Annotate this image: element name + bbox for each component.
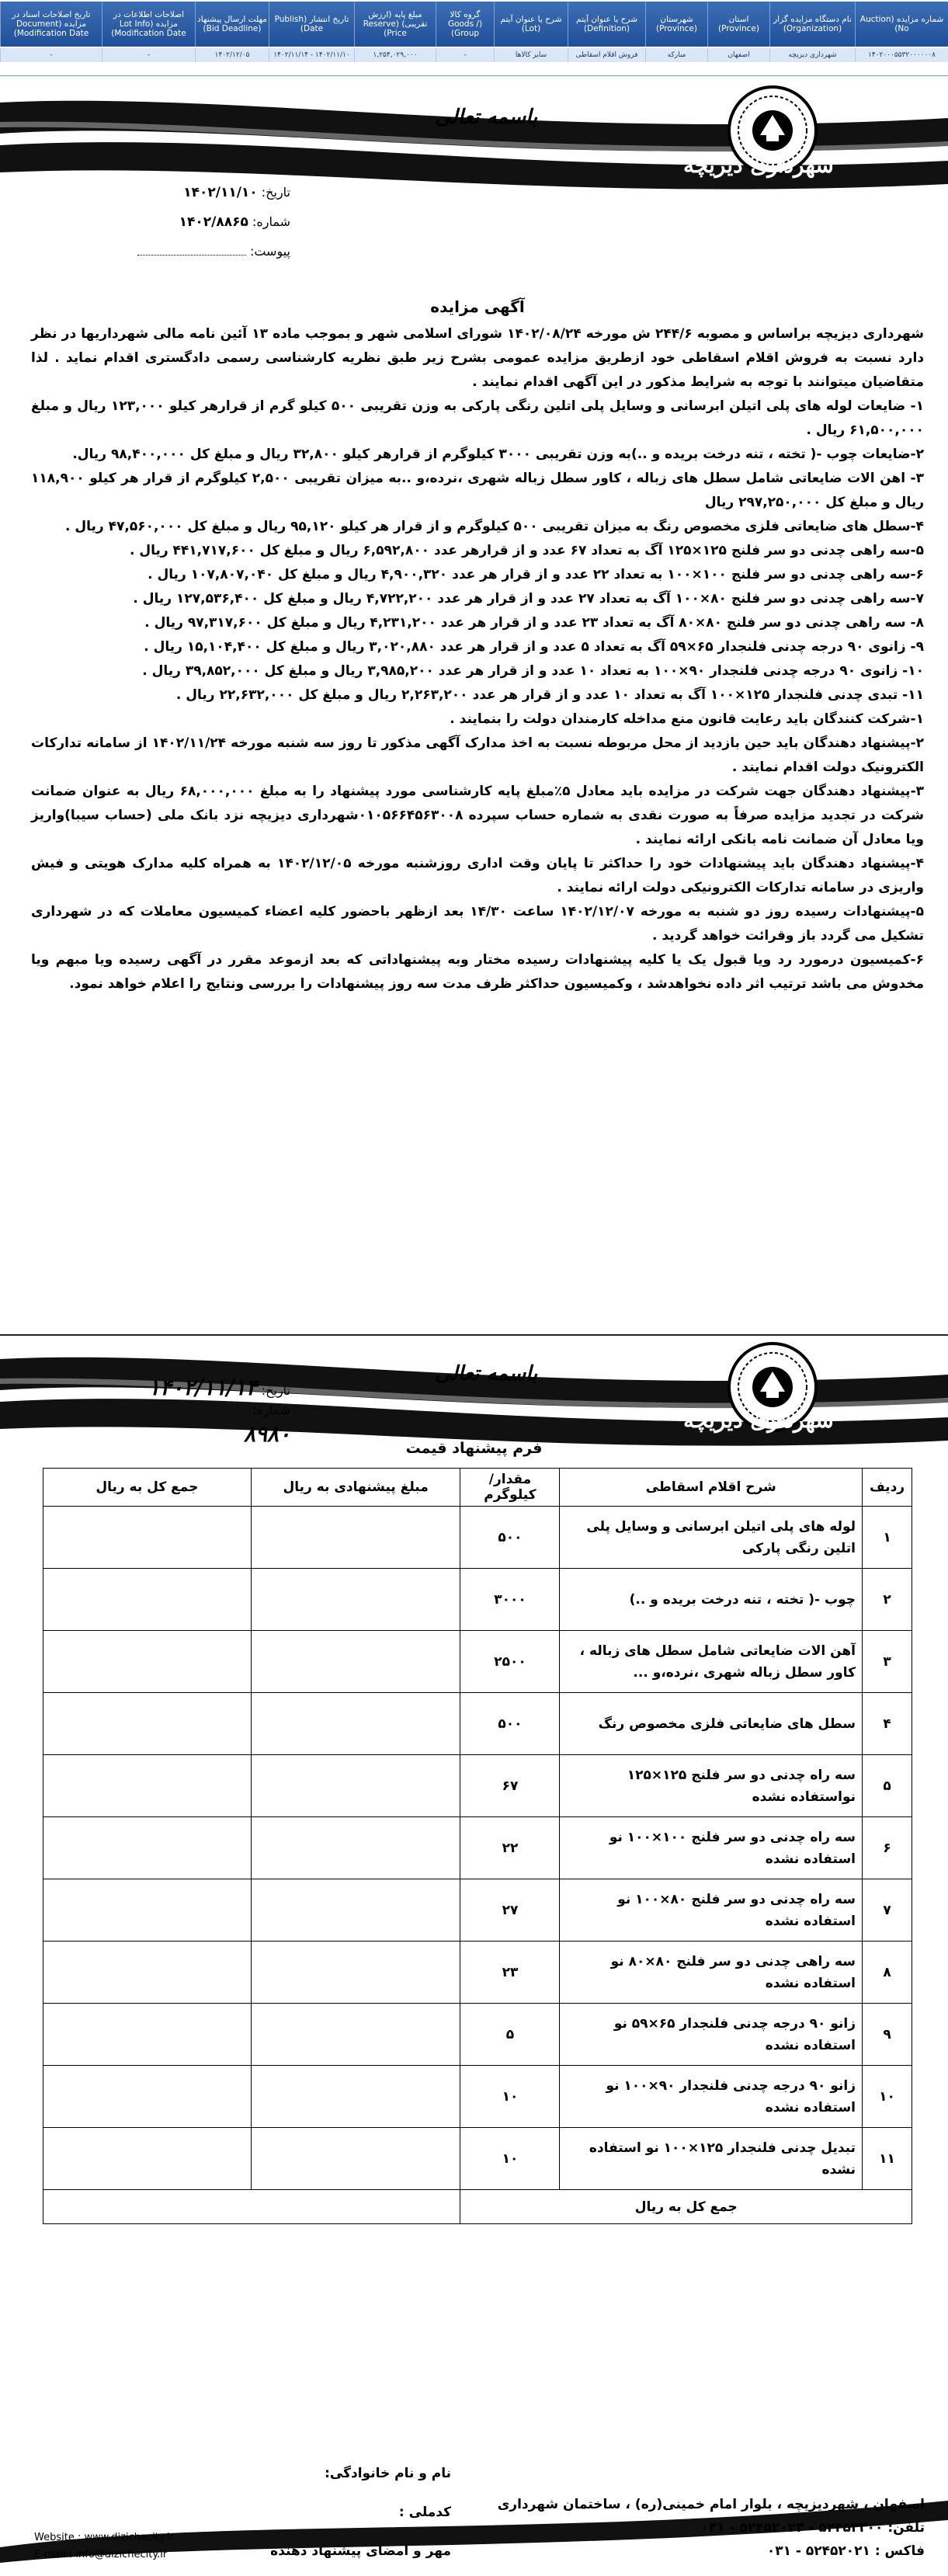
total-cell[interactable] (43, 1879, 252, 1942)
price-cell[interactable] (251, 1631, 460, 1693)
col-auction-no[interactable]: شماره مزایده (Auction No) (855, 2, 948, 47)
total-cell[interactable] (43, 1507, 252, 1569)
item-line: ۵-سه راهی چدنی دو سر فلنج ۱۲۵×۱۲۵ آگ به تعداد ۶۷ عدد و از قرارهر عدد ۶,۵۹۲,۸۰۰ ریال و مبلغ کل ۴۴۱,۷۱۷,۶۰۰ ریال . (129, 543, 924, 558)
table-row: ۷ سه راه چدنی دو سر فلنج ۸۰×۱۰۰ نو استفاده نشده ۲۷ (43, 1879, 912, 1942)
table-row: ۲ چوب -( تخته ، تنه درخت بریده و ..) ۳۰۰۰ (43, 1569, 912, 1631)
col-reserve-price[interactable]: مبلغ پایه (ارزش تقریبی) (Reserve Price) (354, 2, 436, 47)
total-cell[interactable] (43, 1569, 252, 1631)
total-cell[interactable] (43, 2128, 252, 2190)
total-cell[interactable] (43, 2066, 252, 2128)
footer-fax: فاکس : ۵۲۴۵۲۰۲۱ - ۰۳۱ (766, 2543, 925, 2559)
total-cell[interactable] (43, 1755, 252, 1817)
cell-city: مبارکه (645, 48, 707, 62)
footer-email[interactable]: E-mail : info@dizichecity.ir (34, 2549, 168, 2560)
letterhead-city-name: شهرداری دیزیچه (683, 152, 834, 178)
th-desc: شرح اقلام اسقاطی (560, 1469, 863, 1507)
price-cell[interactable] (251, 1755, 460, 1817)
item-line: ۹- زانوی ۹۰ درجه چدنی فلنجدار ۶۵×۵۹ آگ به تعداد ۵ عدد و از قرار هر عدد ۳,۰۲۰,۸۸۰ ریال و مبلغ کل ۱۵,۱۰۴,۴۰۰ ریال . (144, 639, 924, 655)
table-row: ۹ زانو ۹۰ درجه چدنی فلنجدار ۶۵×۵۹ نو استفاده نشده ۵ (43, 2004, 912, 2066)
col-publish-date[interactable]: تاریخ انتشار (Publish Date) (269, 2, 354, 47)
col-city[interactable]: شهرستان (Province) (645, 2, 707, 47)
th-price: مبلغ پیشنهادی به ریال (251, 1469, 460, 1507)
price-cell[interactable] (251, 1942, 460, 2004)
condition-line: ۶-کمیسیون درمورد رد ویا قبول یک یا کلیه پیشنهادات رسیده مختار وبه پیشنهاداتی که بعد ازموعد مقرر در آگهی رسیده ویا مبهم ویا مخدوش می باشد ترتیب اثر داده نخواهدشد ، وکمیسیون حداکثر ظرف مدت سه روز پیشنهادات را بررسی ونتایج را اعلام خواهد نمود. (31, 952, 924, 992)
cell-organization: شهرداری دیزیچه (769, 48, 855, 62)
cell-definition: فروش اقلام اسقاطی (568, 48, 645, 62)
item-line: ۷-سه راهی چدنی دو سر فلنج ۸۰×۱۰۰ آگ به تعداد ۲۷ عدد و از قرار هر عدد ۴,۷۲۲,۲۰۰ ریال و مبلغ کل ۱۲۷,۵۳۶,۴۰۰ ریال . (133, 591, 924, 607)
sum-row (43, 2190, 912, 2224)
table-row: ۴ سطل های ضایعاتی فلزی مخصوص رنگ ۵۰۰ (43, 1693, 912, 1755)
total-cell[interactable] (43, 1631, 252, 1693)
item-line: ۳- اهن الات ضایعاتی شامل سطل های زباله ، کاور سطل زباله شهری ،نرده،و ..به میزان تقریبی ۲,۵۰۰ کیلوگرم از قرار هر کیلو ۱۱۸,۹۰۰ ریال و مبلغ کل ۲۹۷,۲۵۰,۰۰۰ ریال (31, 471, 924, 510)
footer-address: اصفهان ، شهردیزیچه ، بلوار امام خمینی(ره) ، ساختمان شهرداری (497, 2497, 925, 2512)
cell-lot: ساير کالاها (494, 48, 568, 62)
total-cell[interactable] (43, 1817, 252, 1879)
table-row: ۸ سه راهی چدنی دو سر فلنج ۸۰×۸۰ نو استفاده نشده ۲۳ (43, 1942, 912, 2004)
announcement-body (31, 295, 924, 996)
col-goods-group[interactable]: گروه کالا (Goods / Group) (436, 2, 494, 47)
cell-province: اصفهان (707, 48, 769, 62)
portal-header-bar (0, 0, 948, 76)
condition-line: ۳-پیشنهاد دهندگان جهت شرکت در مزایده باید معادل ۵٪مبلغ پایه کارشناسی مورد پیشنهاد را به مبلغ ۶۸,۰۰۰,۰۰۰ ریال به عنوان ضمانت شرکت در تجدید مزایده صرفاً به صورت نقدی به شماره حساب سپرده ۰۱۰۵۶۶۴۵۶۳۰۰۸شهرداری دیزیچه نزد بانک ملی (حساب سیبا)واریز ویا معادل آن ضمانت نامه بانکی ارائه نمایند . (31, 784, 925, 847)
col-organization[interactable]: نام دستگاه مزایده گزار (Organization) (769, 2, 855, 47)
price-cell[interactable] (251, 2004, 460, 2066)
form-date-value: ۱۴۰۲/۱۱/۱۴ (148, 1375, 258, 1400)
footer-website[interactable]: Website : www.dizichecity.ir (34, 2532, 174, 2543)
form-number-value: ۸۹۸۰ (243, 1421, 290, 1447)
price-cell[interactable] (251, 1693, 460, 1755)
form-date: تاریخ: ۱۴۰۲/۱۱/۱۴ (148, 1375, 290, 1400)
name-label: نام و نام خانوادگی: (325, 2466, 451, 2481)
total-cell[interactable] (43, 1942, 252, 2004)
table-row: ۱ لوله های پلی اتیلن ابرسانی و وسایل پلی اتلین رنگی پارکی ۵۰۰ (43, 1507, 912, 1569)
letter-number: شماره: ۱۴۰۲/۸۸۶۵ (179, 214, 290, 230)
letter-number-value: ۱۴۰۲/۸۸۶۵ (179, 214, 248, 230)
col-doc-modification[interactable]: تاریخ اصلاحات اسناد در مزایده (Document Modification Date) (0, 2, 102, 47)
col-definition[interactable]: شرح یا عنوان آیتم (Definition) (568, 2, 645, 47)
condition-line: ۴-پیشنهاد دهندگان باید پیشنهادات خود را حداکثر تا پایان وقت اداری روزشنبه مورخه ۱۴۰۲/۱۲/۰۵ به همراه کلیه مدارک هویتی و فیش واریزی در سامانه تدارکات الکترونیکی دولت ارائه نمایند . (31, 856, 924, 895)
condition-line: ۲-پیشنهاد دهندگان باید حین بازدید از محل مربوطه نسبت به اخذ مدارک آگهی مذکور تا روز سه شنبه مورخه ۱۴۰۲/۱۱/۲۴ از سامانه تدارکات الکترونیک دولت اقدام نمایند . (31, 735, 924, 775)
col-lot[interactable]: شرح یا عنوان آیتم (Lot) (494, 2, 568, 47)
price-cell[interactable] (251, 2066, 460, 2128)
portal-column-headers (0, 2, 948, 47)
price-cell[interactable] (251, 1817, 460, 1879)
item-line: ۱۰- زانوی ۹۰ درجه چدنی فلنجدار ۹۰×۱۰۰ به تعداد ۱۰ عدد و از قرار هر عدد ۳,۹۸۵,۲۰۰ ریال و مبلغ کل ۳۹,۸۵۲,۰۰۰ ریال . (142, 663, 924, 679)
table-row: ۶ سه راه چدنی دو سر فلنج ۱۰۰×۱۰۰ نو استفاده نشده ۲۲ (43, 1817, 912, 1879)
paragraph: شهرداری دیزیچه براساس و مصوبه ۲۴۴/۶ ش مورخه ۱۴۰۲/۰۸/۲۴ شورای اسلامی شهر و بموجب ماده ۱۳ آئین نامه مالی شهرداریها در نظر دارد نسبت به فروش اقلام اسقاطی خود ازطریق مزایده عمومی بشرح زیر طبق نظریه کارشناسی رسمی دادگستری اقدام نماید . لذا متقاضیان میتوانند با توجه به شرایط مذکور در این آگهی اقدام نمایند . (31, 326, 924, 390)
letter-date-value: ۱۴۰۲/۱۱/۱۰ (183, 185, 258, 200)
basmala: باسمه تعالی (435, 106, 538, 129)
table-row: ۱۱ تبدیل چدنی فلنجدار ۱۲۵×۱۰۰ نو استفاده نشده ۱۰ (43, 2128, 912, 2190)
portal-data-row[interactable] (0, 48, 948, 62)
th-qty: مقدار/ کیلوگرم (460, 1469, 560, 1507)
cell-reserve-price: ۱,۲۵۴,۰۲۹,۰۰۰ (354, 48, 436, 62)
price-cell[interactable] (251, 1507, 460, 1569)
bid-form-title: فرم پیشنهاد قیمت (405, 1440, 543, 1457)
form-number: شماره: (252, 1403, 290, 1417)
sum-value-cell[interactable] (43, 2190, 460, 2224)
cell-lot-modification: - (102, 48, 195, 62)
signature-label: مهر و امضای پیشنهاد دهنده (270, 2543, 451, 2559)
price-cell[interactable] (251, 2128, 460, 2190)
sum-label: جمع کل به ریال (460, 2190, 912, 2224)
total-cell[interactable] (43, 1693, 252, 1755)
bid-form-page (0, 1334, 948, 2576)
price-cell[interactable] (251, 1569, 460, 1631)
cell-doc-modification: - (0, 48, 102, 62)
price-cell[interactable] (251, 1879, 460, 1942)
cell-bid-deadline: ۱۴۰۲/۱۲/۰۵ (195, 48, 269, 62)
basmala: باسمه تعالی (435, 1362, 538, 1385)
item-line: ۱- ضایعات لوله های پلی اتیلن ابرسانی و وسایل پلی اتلین رنگی پارکی به وزن تقریبی ۵۰۰ کیلو گرم از قرارهر کیلو ۱۲۳,۰۰۰ ریال و مبلغ ۶۱,۵۰۰,۰۰۰ ریال . (31, 398, 924, 438)
cell-auction-no: ۱۴۰۲۰۰۰۵۵۳۲۰۰۰۰۰۰۸ (855, 48, 948, 62)
th-row: ردیف (863, 1469, 912, 1507)
letter-attachment: پیوست: (34, 244, 290, 259)
letter-date: تاریخ: ۱۴۰۲/۱۱/۱۰ (183, 185, 290, 200)
condition-line: ۵-پیشنهادات رسیده روز دو شنبه به مورخه ۱۴۰۲/۱۲/۰۷ ساعت ۱۴/۳۰ بعد ازظهر باحضور کلیه اعضاء کمیسیون معاملات که در شهرداری تشکیل می گردد باز وقرائت خواهد گردید . (31, 904, 924, 944)
letterhead-city-name: شهرداری دیزیچه (683, 1407, 834, 1433)
th-total: جمع کل به ریال (43, 1469, 252, 1507)
table-row: ۳ آهن الات ضایعاتی شامل سطل های زباله ، کاور سطل زباله شهری ،نرده،و ... ۲۵۰۰ (43, 1631, 912, 1693)
bid-form-table (43, 1468, 912, 2224)
cell-goods-group: - (436, 48, 494, 62)
footer-phone: تلفن: ۵۲۴۵۳۳۰۰ - ۵۲۴۵۲۰۲۳ - ۰۳۱ (700, 2520, 925, 2536)
col-lot-modification[interactable]: اصلاحات اطلاعات در مزایده (Lot Info Modification Date) (102, 2, 195, 47)
col-bid-deadline[interactable]: مهلت ارسال پیشنهاد (Bid Deadline) (195, 2, 269, 47)
item-line: ۴-سطل های ضایعاتی فلزی مخصوص رنگ به میزان تقریبی ۵۰۰ کیلوگرم و از قرار هر کیلو ۹۵,۱۲۰ ریال و مبلغ کل ۴۷,۵۶۰,۰۰۰ ریال . (65, 519, 924, 534)
item-line: ۲-ضایعات چوب -( تخته ، تنه درخت بریده و ..)به وزن تقریبی ۳۰۰۰ کیلوگرم از قرارهر کیلو ۳۲,۸۰۰ ریال و مبلغ کل ۹۸,۴۰۰,۰۰۰ ریال. (72, 447, 924, 462)
table-row: ۵ سه راه چدنی دو سر فلنج ۱۲۵×۱۲۵ نواستفاده نشده ۶۷ (43, 1755, 912, 1817)
table-row: ۱۰ زانو ۹۰ درجه چدنی فلنجدار ۹۰×۱۰۰ نو استفاده نشده ۱۰ (43, 2066, 912, 2128)
condition-line: ۱-شرکت کنندگان باید رعایت قانون منع مداخله کارمندان دولت را بنمایند . (450, 711, 924, 727)
announcement-title: آگهی مزایده (430, 297, 525, 316)
col-province[interactable]: استان (Province) (707, 2, 769, 47)
item-line: ۸- سه راهی چدنی دو سر فلنج ۸۰×۸۰ آگ به تعداد ۲۳ عدد و از قرار هر عدد ۴,۲۳۱,۲۰۰ ریال و مبلغ کل ۹۷,۳۱۷,۶۰۰ ریال . (144, 615, 924, 631)
total-cell[interactable] (43, 2004, 252, 2066)
national-code-label: کدملی : (398, 2505, 451, 2520)
cell-publish-date: ۱۴۰۲/۱۱/۱۰ - ۱۴۰۲/۱۱/۱۴ (269, 48, 354, 62)
item-line: ۶-سه راهی چدنی دو سر فلنج ۱۰۰×۱۰۰ به تعداد ۲۲ عدد و از قرار هر عدد ۴,۹۰۰,۳۲۰ ریال و مبلغ کل ۱۰۷,۸۰۷,۰۴۰ ریال . (148, 567, 924, 582)
item-line: ۱۱- تبدی چدنی فلنجدار ۱۲۵×۱۰۰ آگ به تعداد ۱۰ عدد و از قرار هر عدد ۲,۲۶۳,۲۰۰ ریال و مبلغ کل ۲۲,۶۳۲,۰۰۰ ریال . (175, 687, 924, 703)
announcement-page (0, 76, 948, 1334)
